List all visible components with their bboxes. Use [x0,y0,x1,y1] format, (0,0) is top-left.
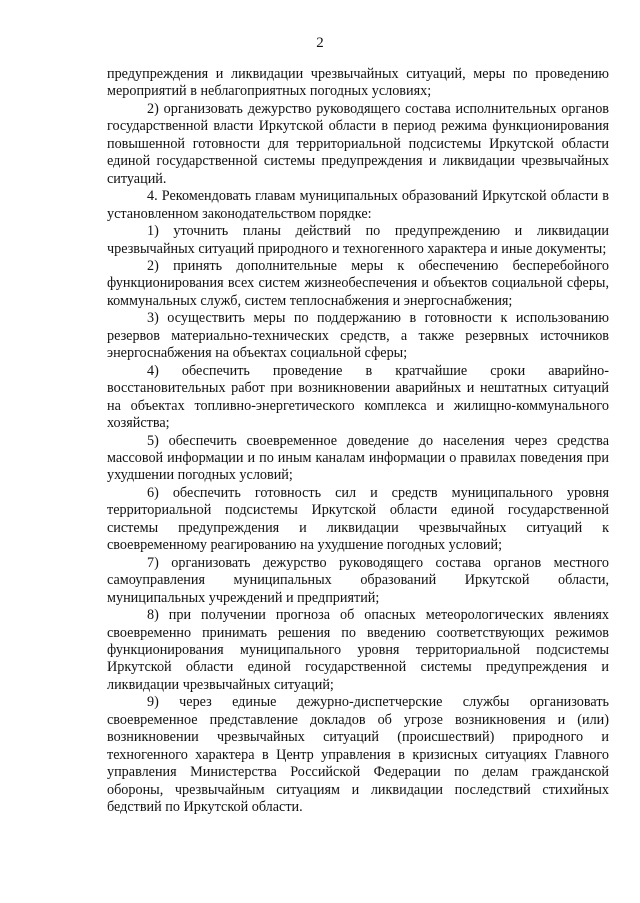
body-paragraph: 4) обеспечить проведение в кратчайшие сроки аварийно-восстановительных работ при возникновении аварийных и нештатных ситуаций на объектах топливно-энергетического комплекса и жилищно-коммунального хозяйства; [107,362,609,432]
body-paragraph: предупреждения и ликвидации чрезвычайных ситуаций, меры по проведению мероприятий в неблагоприятных погодных условиях; [107,66,609,100]
body-paragraph: 2) организовать дежурство руководящего состава исполнительных органов государственной власти Иркутской области в период режима функционирования повышенной готовности для территориальной подсистемы Иркутской области единой государственной системы предупреждения и ликвидации чрезвычайных ситуаций. [107,100,609,187]
body-paragraph: 5) обеспечить своевременное доведение до населения через средства массовой информации и по иным каналам информации о правилах поведения при ухудшении погодных условий; [107,432,609,484]
page-number: 2 [316,35,324,51]
body-paragraph: 4. Рекомендовать главам муниципальных образований Иркутской области в установленном законодательством порядке: [107,188,609,222]
body-paragraph: 1) уточнить планы действий по предупреждению и ликвидации чрезвычайных ситуаций природного и техногенного характера и иные документы; [107,223,609,257]
body-paragraph: 2) принять дополнительные меры к обеспечению бесперебойного функционирования всех систем жизнеобеспечения и объектов социальной сферы, коммунальных служб, систем теплоснабжения и энергоснабжения; [107,257,609,309]
body-paragraph: 9) через единые дежурно-диспетчерские службы организовать своевременное представление докладов об угрозе возникновения и (или) возникновении чрезвычайных ситуаций (происшествий) природного и техногенного характера в Центр управления в кризисных ситуациях Главного управления Министерства Российской Федерации по делам гражданской обороны, чрезвычайным ситуациям и ликвидации последствий стихийных бедствий по Иркутской области. [107,694,609,816]
document-body [107,66,609,816]
body-paragraph: 3) осуществить меры по поддержанию в готовности к использованию резервов материально-технических средств, а также резервных источников энергоснабжения на объектах социальной сферы; [107,310,609,362]
body-paragraph: 7) организовать дежурство руководящего состава органов местного самоуправления муниципальных образований Иркутской области, муниципальных учреждений и предприятий; [107,554,609,606]
body-paragraph: 8) при получении прогноза об опасных метеорологических явлениях своевременно принимать решения по введению соответствующих режимов функционирования муниципального уровня территориальной подсистемы Иркутской области единой государственной системы предупреждения и ликвидации чрезвычайных ситуаций; [107,607,609,693]
body-paragraph: 6) обеспечить готовность сил и средств муниципального уровня территориальной подсистемы Иркутской области единой государственной системы предупреждения и ликвидации чрезвычайных ситуаций к своевременному реагированию на ухудшение погодных условий; [107,484,609,554]
